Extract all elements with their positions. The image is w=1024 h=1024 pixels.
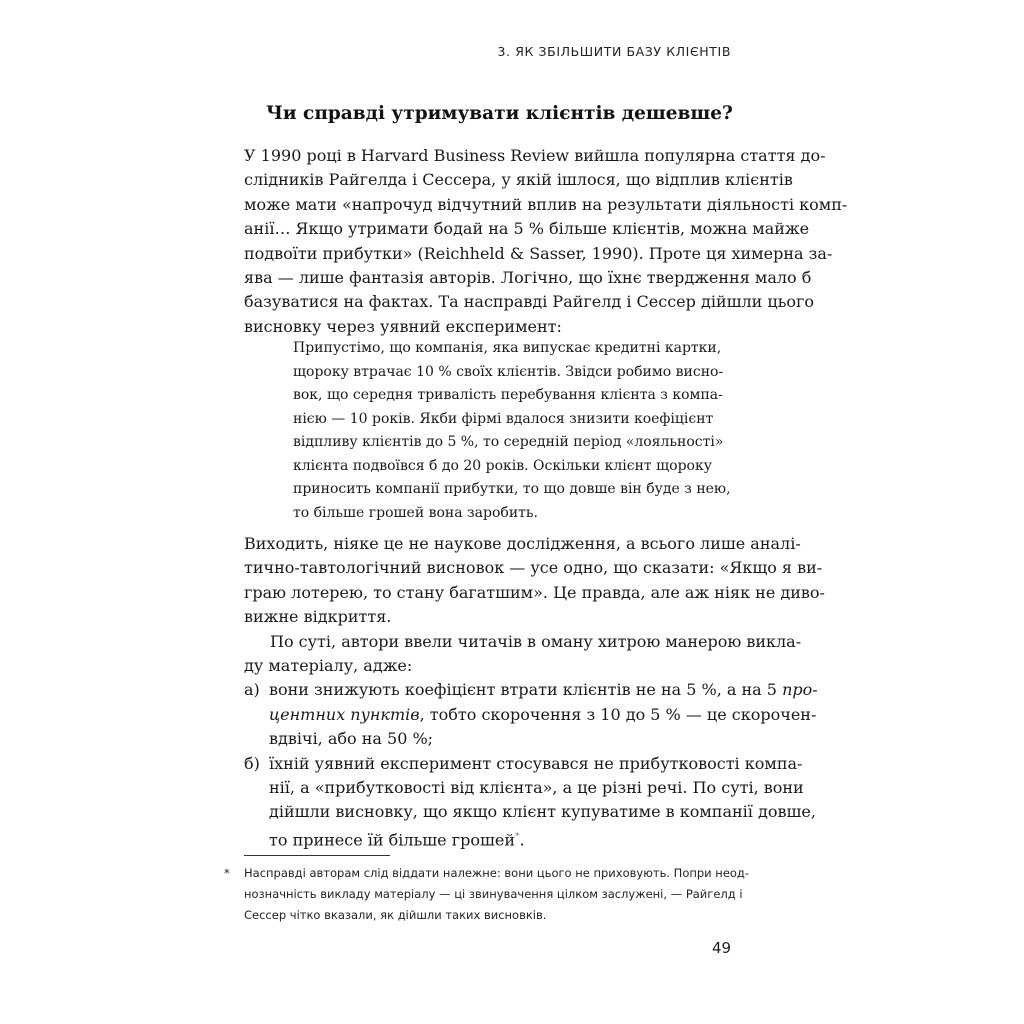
quote-line: нією — 10 років. Якби фірмі вдалося знизити коефіцієнт <box>293 410 714 427</box>
paragraph-conclusion <box>244 532 825 853</box>
quote-line: щороку втрачає 10 % своїх клієнтів. Звідси робимо висно- <box>293 363 724 380</box>
list-text: нії, а «прибутковості від клієнта», а це різні речі. По суті, вони <box>269 778 804 798</box>
quote-line: клієнта подвоївся б до 20 років. Оскільки клієнт щороку <box>293 457 712 474</box>
footnote-marker: * <box>224 866 230 880</box>
paragraph-intro <box>244 144 848 339</box>
list-text: , тобто скорочення з 10 до 5 % — це скорочен- <box>419 704 817 724</box>
footnote-line: Сессер чітко вказали, як дійшли таких висновків. <box>244 908 547 922</box>
list-marker: а) <box>244 680 260 700</box>
quote-line: відпливу клієнтів до 5 %, то середній період «лояльності» <box>293 434 724 450</box>
block-quote <box>293 337 733 525</box>
text-line: висновку через уявний експеримент: <box>244 316 562 336</box>
list-text: вони знижують коефіцієнт втрати клієнтів не на 5 %, а на 5 <box>269 680 783 700</box>
text-line: анії… Якщо утримати бодай на 5 % більше клієнтів, можна майже <box>244 219 810 239</box>
list-item-a <box>244 678 818 751</box>
text-line: ду матеріалу, адже: <box>244 656 413 676</box>
running-head: 3. ЯК ЗБІЛЬШИТИ БАЗУ КЛІЄНТІВ <box>497 44 731 59</box>
list-text: то принесе їй більше грошей <box>269 830 515 850</box>
footnote-line: нозначність викладу матеріалу — ці звинувачення цілком заслужені, — Райгелд і <box>244 887 743 901</box>
quote-line: то більше грошей вона заробить. <box>293 504 538 521</box>
text-line: По суті, автори ввели читачів в оману хитрою манерою виклa- <box>270 631 802 651</box>
list-text-italic: центних пунктів <box>269 704 420 724</box>
footnote-line: Насправді авторам слід віддати належне: вони цього не приховують. Попри неод- <box>244 866 750 880</box>
quote-line: приносить компанії прибутки, то що довше він буде з нею, <box>293 481 731 497</box>
text-line: може мати «напрочуд відчутний вплив на результати діяльності комп- <box>244 194 848 214</box>
list-marker: б) <box>244 753 260 773</box>
text-line: ява — лише фантазія авторів. Логічно, що їхнє твердження мало б <box>244 268 812 288</box>
footnote-divider <box>244 855 390 856</box>
text-line: подвоїти прибутки» (Reichheld & Sasser, 1990). Проте ця химерна за- <box>244 243 833 263</box>
list-text: дійшли висновку, що якщо клієнт купуватиме в компанії довше, <box>269 802 816 822</box>
list-text: вдвічі, або на 50 %; <box>269 729 434 749</box>
text-line: базуватися на фактах. Та насправді Райгелд і Сессер дійшли цього <box>244 292 815 312</box>
text-line: Виходить, ніяке це не наукове дослідження, а всього лише аналі- <box>244 534 801 553</box>
page-number: 49 <box>712 939 732 957</box>
list-item-b: б) їхній уявний експеримент стосувався не прибутковості компа- нії, а «прибутковості від клієнта», а це різні речі. По суті, вони дійшли висновку, що якщо клієнт купуватиме в компанії довше, то принесе їй більше грошей*. <box>244 753 816 850</box>
footnote-reference[interactable]: * <box>514 831 520 842</box>
text-line: У 1990 році в Harvard Business Review вийшла популярна стаття до- <box>244 146 826 165</box>
text-line: слідників Райгелда і Сессера, у якій ішлося, що відплив клієнтів <box>244 170 793 190</box>
quote-line: Припустімо, що компанія, яка випускає кредитні картки, <box>293 340 722 356</box>
text-line: тично-тавтологічний висновок — усе одно, що сказати: «Якщо я ви- <box>244 558 823 578</box>
text-line: граю лотерею, то стану багатшим». Це правда, але аж ніяк не диво- <box>244 582 825 602</box>
list-text: їхній уявний експеримент стосувався не прибутковості компа- <box>269 753 803 773</box>
list-text-italic: про- <box>782 680 818 700</box>
quote-line: вок, що середня тривалість перебування клієнта з компа- <box>293 387 723 403</box>
text-line: вижне відкриття. <box>244 607 392 627</box>
section-heading: Чи справді утримувати клієнтів дешевше? <box>266 103 733 124</box>
